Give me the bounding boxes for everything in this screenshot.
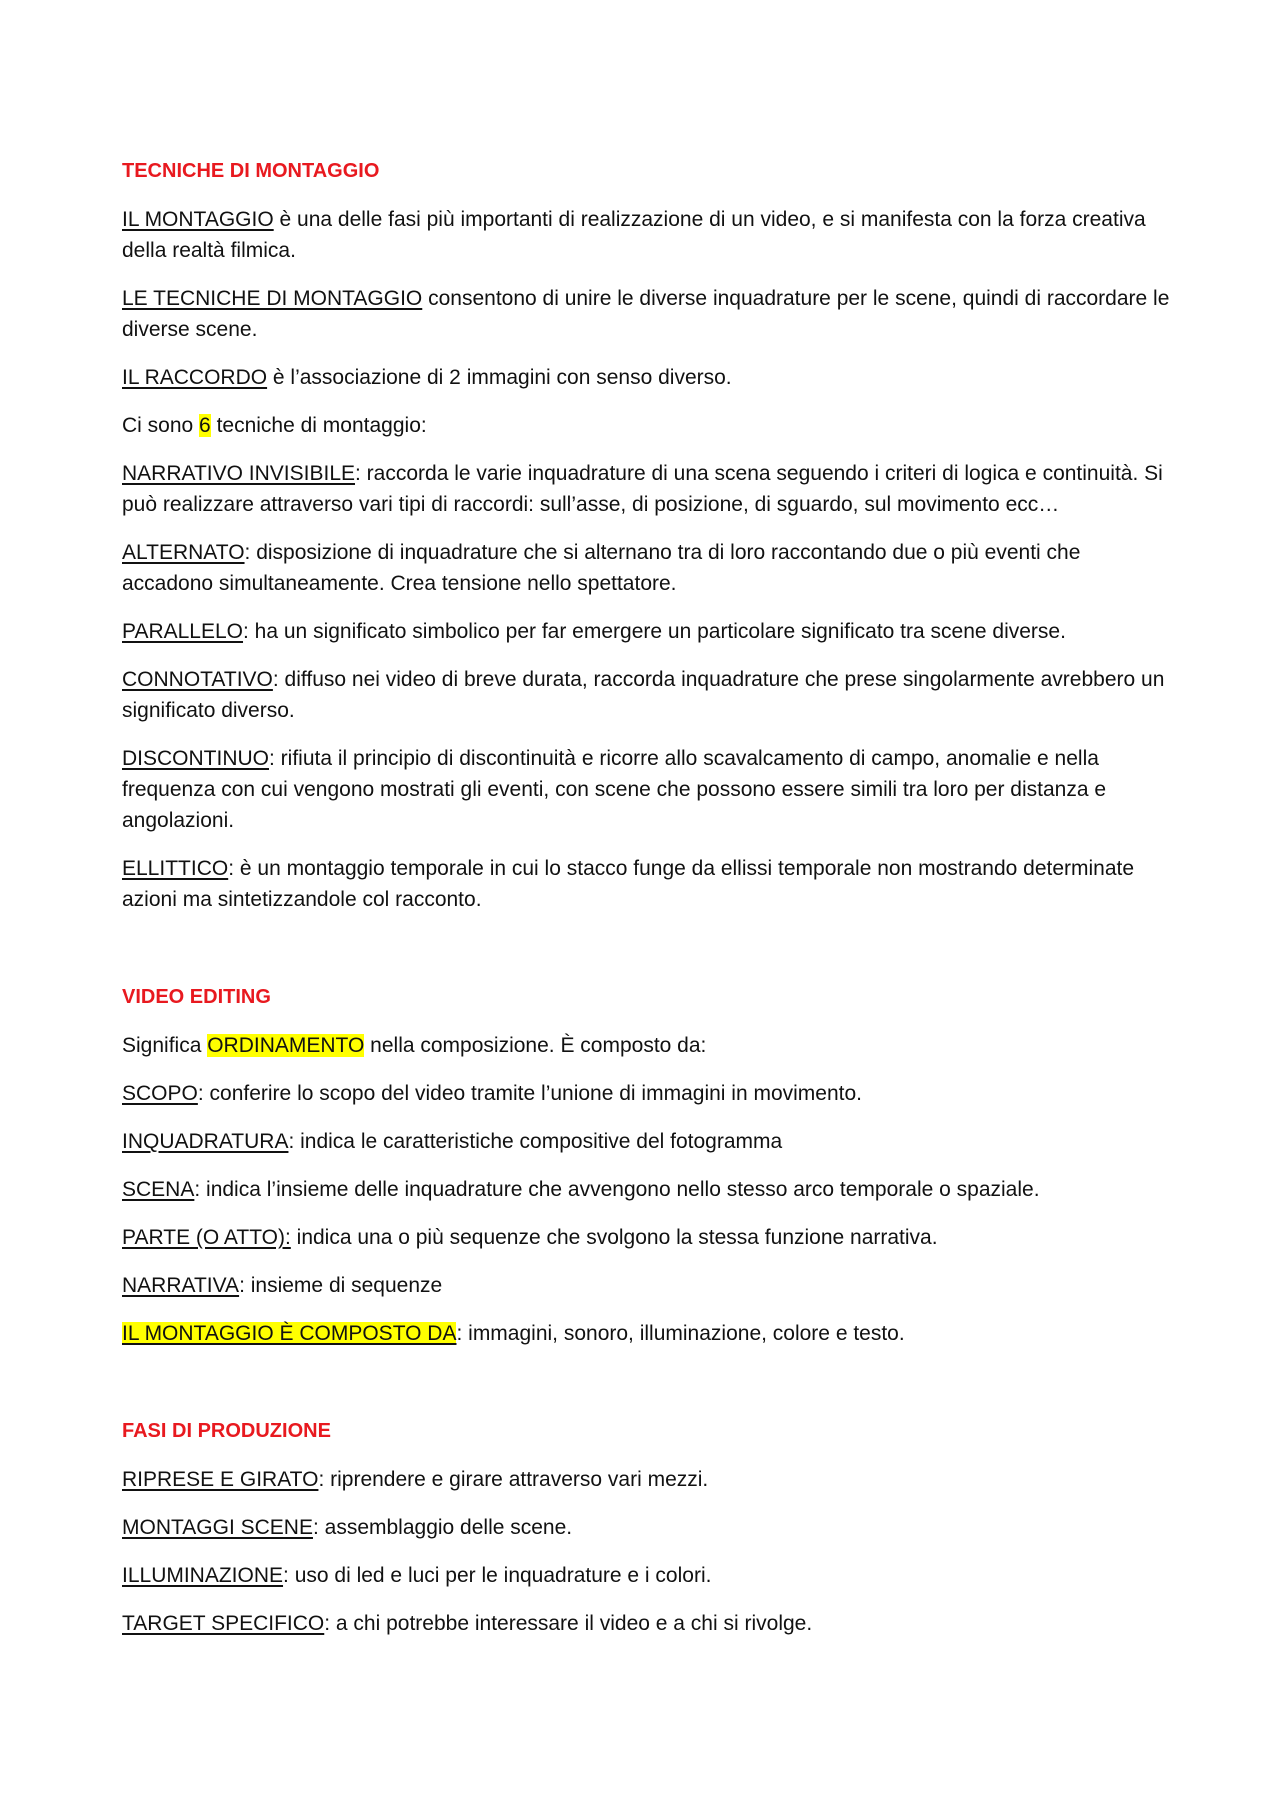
section-video-editing: [122, 982, 1172, 1349]
paragraph: [122, 1174, 1172, 1205]
term: NARRATIVA: [122, 1274, 240, 1297]
term: ILLUMINAZIONE: [122, 1564, 284, 1587]
term: IL MONTAGGIO: [122, 208, 274, 231]
paragraph: [122, 362, 1172, 393]
section-fasi-di-produzione: [122, 1416, 1172, 1639]
term: TARGET SPECIFICO: [122, 1612, 325, 1635]
paragraph: [122, 743, 1172, 836]
highlighted-term: IL MONTAGGIO È COMPOSTO DA: [122, 1322, 457, 1345]
paragraph-text: : raccorda le varie inquadrature di una scena seguendo i criteri di logica e continuità. Si può realizzare attraverso vari tipi di raccordi: sull’asse, di posizione, di sguardo, sul movimento ecc…: [122, 462, 1163, 516]
paragraph-text: tecniche di montaggio:: [210, 414, 427, 437]
paragraph: [122, 537, 1172, 599]
paragraph: [122, 1270, 1172, 1301]
paragraph: [122, 664, 1172, 726]
paragraph-text: : diffuso nei video di breve durata, raccorda inquadrature che prese singolarmente avrebbero un significato diverso.: [122, 668, 1165, 722]
paragraph: [122, 1318, 1172, 1349]
paragraph: [122, 283, 1172, 345]
paragraph-text: : indica le caratteristiche compositive del fotogramma: [288, 1130, 783, 1153]
section-spacer: [122, 1366, 1172, 1416]
term: MONTAGGI SCENE: [122, 1516, 313, 1539]
paragraph: [122, 410, 1172, 441]
highlighted-text: ORDINAMENTO: [207, 1034, 365, 1057]
paragraph-text: : è un montaggio temporale in cui lo stacco funge da ellissi temporale non mostrando determinate azioni ma sintetizzandole col racconto.: [122, 857, 1135, 911]
term: IL RACCORDO: [122, 366, 268, 389]
paragraph: [122, 204, 1172, 266]
term: RIPRESE E GIRATO: [122, 1468, 319, 1491]
section-tecniche-di-montaggio: [122, 156, 1172, 915]
paragraph-text: : indica l’insieme delle inquadrature che avvengono nello stesso arco temporale o spaziale.: [194, 1178, 1040, 1201]
term: INQUADRATURA: [122, 1130, 289, 1153]
term: NARRATIVO INVISIBILE: [122, 462, 355, 485]
paragraph-text: consentono di unire le diverse inquadrature per le scene, quindi di raccordare le diverse scene.: [122, 287, 1170, 341]
paragraph-text: è l’associazione di 2 immagini con senso diverso.: [267, 366, 732, 389]
paragraph-text: indica una o più sequenze che svolgono la stessa funzione narrativa.: [290, 1226, 938, 1249]
section-heading: VIDEO EDITING: [122, 986, 271, 1008]
term: SCENA: [122, 1178, 195, 1201]
paragraph-text: : conferire lo scopo del video tramite l’unione di immagini in movimento.: [197, 1082, 863, 1105]
section-spacer: [122, 932, 1172, 982]
paragraph-text: Significa: [122, 1034, 208, 1057]
paragraph: [122, 1078, 1172, 1109]
paragraph-text: è una delle fasi più importanti di realizzazione di un video, e si manifesta con la forza creativa della realtà filmica.: [122, 208, 1146, 262]
section-heading: TECNICHE DI MONTAGGIO: [122, 160, 380, 182]
paragraph-text: Ci sono: [122, 414, 200, 437]
term: PARALLELO: [122, 620, 244, 643]
paragraph-text: : disposizione di inquadrature che si alternano tra di loro raccontando due o più eventi che accadono simultaneamente. Crea tensione nello spettatore.: [122, 541, 1081, 595]
paragraph: [122, 1608, 1172, 1639]
paragraph-text: : ha un significato simbolico per far emergere un particolare significato tra scene diverse.: [243, 620, 1066, 643]
paragraph: [122, 458, 1172, 520]
term: SCOPO: [122, 1082, 198, 1105]
paragraph-text: : insieme di sequenze: [239, 1274, 443, 1297]
paragraph-text: : immagini, sonoro, illuminazione, colore e testo.: [456, 1322, 905, 1345]
paragraph: [122, 1560, 1172, 1591]
paragraph: [122, 853, 1172, 915]
paragraph: [122, 616, 1172, 647]
term: LE TECNICHE DI MONTAGGIO: [122, 287, 423, 310]
highlighted-text: 6: [199, 414, 211, 437]
term: ELLITTICO: [122, 857, 229, 880]
paragraph-text: nella composizione. È composto da:: [364, 1034, 707, 1057]
paragraph-text: : riprendere e girare attraverso vari mezzi.: [318, 1468, 709, 1491]
paragraph-text: : a chi potrebbe interessare il video e a chi si rivolge.: [324, 1612, 813, 1635]
paragraph: [122, 1126, 1172, 1157]
term: DISCONTINUO: [122, 747, 269, 770]
paragraph: [122, 1464, 1172, 1495]
paragraph-text: : assemblaggio delle scene.: [312, 1516, 573, 1539]
term: CONNOTATIVO: [122, 668, 273, 691]
section-heading: FASI DI PRODUZIONE: [122, 1420, 331, 1442]
paragraph-text: : rifiuta il principio di discontinuità e ricorre allo scavalcamento di campo, anomalie e nella frequenza con cui vengono mostrati gli eventi, con scene che possono essere simili tra loro per distanza e angolazioni.: [122, 747, 1107, 832]
paragraph-text: : uso di led e luci per le inquadrature e i colori.: [283, 1564, 712, 1587]
paragraph: [122, 1030, 1172, 1061]
paragraph: [122, 1512, 1172, 1543]
paragraph: [122, 1222, 1172, 1253]
document-page: [122, 156, 1172, 1656]
term: ALTERNATO: [122, 541, 245, 564]
term: PARTE (O ATTO):: [122, 1226, 291, 1249]
